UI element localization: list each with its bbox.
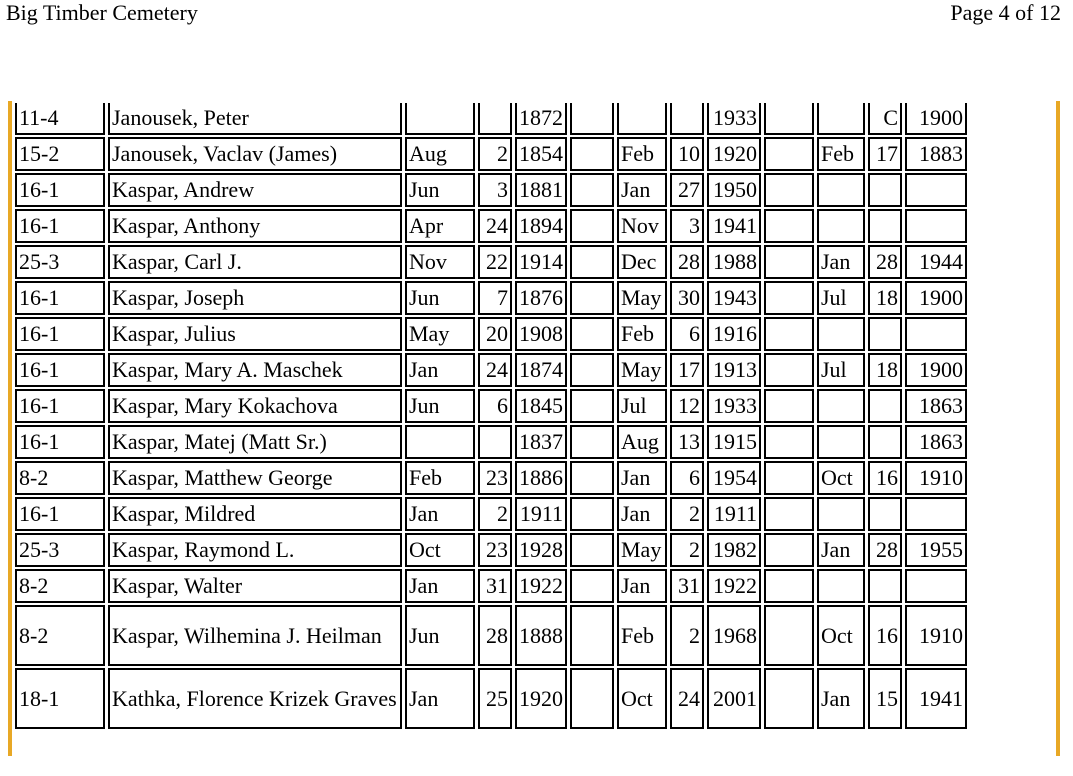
marriage-day-cell: [868, 209, 902, 243]
spacer-cell: [570, 173, 614, 207]
table-row: [15, 605, 967, 666]
birth-day-cell: [478, 103, 512, 135]
marriage-month-cell: Oct: [817, 605, 865, 666]
name-cell: Kaspar, Mildred: [108, 497, 402, 531]
plot-cell: 8-2: [15, 605, 105, 666]
plot-cell: 16-1: [15, 317, 105, 351]
birth-year-cell: 1854: [515, 137, 567, 171]
name-cell: Kaspar, Joseph: [108, 281, 402, 315]
name-cell: Kaspar, Andrew: [108, 173, 402, 207]
death-day-cell: 27: [670, 173, 704, 207]
birth-year-cell: 1914: [515, 245, 567, 279]
birth-month-cell: Jan: [405, 353, 475, 387]
marriage-year-cell: [905, 209, 967, 243]
name-cell: Janousek, Vaclav (James): [108, 137, 402, 171]
table-row: [15, 173, 967, 207]
table-row: [15, 461, 967, 495]
spacer-cell: [764, 425, 814, 459]
marriage-month-cell: [817, 569, 865, 603]
birth-month-cell: Jun: [405, 389, 475, 423]
death-year-cell: 1916: [707, 317, 761, 351]
marriage-year-cell: 1941: [905, 668, 967, 729]
spacer-cell: [764, 605, 814, 666]
plot-cell: 25-3: [15, 245, 105, 279]
death-day-cell: 2: [670, 605, 704, 666]
plot-cell: 15-2: [15, 137, 105, 171]
birth-day-cell: 23: [478, 533, 512, 567]
name-cell: Kaspar, Wilhemina J. Heilman: [108, 605, 402, 666]
birth-year-cell: 1928: [515, 533, 567, 567]
plot-cell: 16-1: [15, 497, 105, 531]
birth-year-cell: 1888: [515, 605, 567, 666]
plot-cell: 16-1: [15, 389, 105, 423]
death-year-cell: 1922: [707, 569, 761, 603]
birth-year-cell: 1920: [515, 668, 567, 729]
birth-day-cell: 25: [478, 668, 512, 729]
plot-cell: 16-1: [15, 353, 105, 387]
spacer-cell: [570, 605, 614, 666]
spacer-cell: [570, 245, 614, 279]
spacer-cell: [570, 497, 614, 531]
birth-month-cell: Jun: [405, 281, 475, 315]
name-cell: Kathka, Florence Krizek Graves: [108, 668, 402, 729]
spacer-cell: [764, 137, 814, 171]
birth-year-cell: 1894: [515, 209, 567, 243]
birth-month-cell: Nov: [405, 245, 475, 279]
birth-day-cell: 20: [478, 317, 512, 351]
marriage-day-cell: C: [868, 103, 902, 135]
birth-day-cell: 28: [478, 605, 512, 666]
death-year-cell: 1988: [707, 245, 761, 279]
spacer-cell: [764, 103, 814, 135]
table-row: [15, 137, 967, 171]
marriage-month-cell: Jul: [817, 353, 865, 387]
marriage-year-cell: [905, 317, 967, 351]
birth-month-cell: Jan: [405, 668, 475, 729]
marriage-month-cell: [817, 425, 865, 459]
marriage-month-cell: Jan: [817, 533, 865, 567]
birth-day-cell: 2: [478, 137, 512, 171]
death-day-cell: 6: [670, 317, 704, 351]
death-month-cell: Oct: [617, 668, 667, 729]
birth-day-cell: 24: [478, 353, 512, 387]
marriage-day-cell: 17: [868, 137, 902, 171]
marriage-day-cell: 18: [868, 281, 902, 315]
death-month-cell: [617, 103, 667, 135]
death-year-cell: 1968: [707, 605, 761, 666]
plot-cell: 11-4: [15, 103, 105, 135]
death-year-cell: 1982: [707, 533, 761, 567]
death-month-cell: Feb: [617, 137, 667, 171]
death-day-cell: 10: [670, 137, 704, 171]
plot-cell: 16-1: [15, 281, 105, 315]
death-day-cell: 3: [670, 209, 704, 243]
death-day-cell: 12: [670, 389, 704, 423]
table-row: [15, 245, 967, 279]
death-month-cell: May: [617, 533, 667, 567]
spacer-cell: [570, 389, 614, 423]
marriage-day-cell: 16: [868, 605, 902, 666]
birth-month-cell: Oct: [405, 533, 475, 567]
spacer-cell: [764, 569, 814, 603]
name-cell: Janousek, Peter: [108, 103, 402, 135]
death-month-cell: May: [617, 353, 667, 387]
birth-year-cell: 1837: [515, 425, 567, 459]
table-row: [15, 497, 967, 531]
death-month-cell: Nov: [617, 209, 667, 243]
death-month-cell: Jan: [617, 173, 667, 207]
name-cell: Kaspar, Anthony: [108, 209, 402, 243]
spacer-cell: [764, 173, 814, 207]
spacer-cell: [570, 317, 614, 351]
marriage-month-cell: [817, 317, 865, 351]
marriage-year-cell: 1944: [905, 245, 967, 279]
death-year-cell: 1920: [707, 137, 761, 171]
birth-month-cell: Jun: [405, 605, 475, 666]
table-row: [15, 209, 967, 243]
table-row: [15, 389, 967, 423]
marriage-year-cell: [905, 173, 967, 207]
birth-month-cell: Feb: [405, 461, 475, 495]
birth-month-cell: Jan: [405, 569, 475, 603]
plot-cell: 8-2: [15, 569, 105, 603]
birth-year-cell: 1876: [515, 281, 567, 315]
marriage-month-cell: Feb: [817, 137, 865, 171]
birth-day-cell: 3: [478, 173, 512, 207]
death-day-cell: 2: [670, 533, 704, 567]
birth-year-cell: 1874: [515, 353, 567, 387]
birth-day-cell: 24: [478, 209, 512, 243]
table-row: [15, 533, 967, 567]
marriage-day-cell: 16: [868, 461, 902, 495]
birth-year-cell: 1911: [515, 497, 567, 531]
death-month-cell: Jan: [617, 461, 667, 495]
death-month-cell: Dec: [617, 245, 667, 279]
death-year-cell: 1954: [707, 461, 761, 495]
death-year-cell: 1911: [707, 497, 761, 531]
birth-year-cell: 1872: [515, 103, 567, 135]
spacer-cell: [570, 461, 614, 495]
marriage-month-cell: [817, 209, 865, 243]
spacer-cell: [764, 317, 814, 351]
birth-year-cell: 1908: [515, 317, 567, 351]
spacer-cell: [570, 209, 614, 243]
table-row: [15, 668, 967, 729]
marriage-month-cell: Oct: [817, 461, 865, 495]
marriage-year-cell: 1883: [905, 137, 967, 171]
marriage-day-cell: [868, 317, 902, 351]
table-row: [15, 103, 967, 135]
marriage-month-cell: [817, 389, 865, 423]
spacer-cell: [764, 281, 814, 315]
marriage-year-cell: 1900: [905, 353, 967, 387]
marriage-month-cell: [817, 103, 865, 135]
marriage-month-cell: [817, 497, 865, 531]
death-month-cell: Aug: [617, 425, 667, 459]
plot-cell: 16-1: [15, 425, 105, 459]
name-cell: Kaspar, Julius: [108, 317, 402, 351]
marriage-year-cell: [905, 569, 967, 603]
table-body: [15, 103, 967, 729]
marriage-day-cell: [868, 569, 902, 603]
spacer-cell: [764, 209, 814, 243]
death-year-cell: 1933: [707, 103, 761, 135]
spacer-cell: [570, 425, 614, 459]
birth-year-cell: 1886: [515, 461, 567, 495]
marriage-day-cell: 15: [868, 668, 902, 729]
birth-month-cell: [405, 103, 475, 135]
table-row: [15, 569, 967, 603]
marriage-year-cell: 1863: [905, 425, 967, 459]
birth-month-cell: [405, 425, 475, 459]
spacer-cell: [570, 137, 614, 171]
marriage-month-cell: [817, 173, 865, 207]
marriage-day-cell: [868, 497, 902, 531]
marriage-year-cell: 1900: [905, 103, 967, 135]
death-month-cell: Jan: [617, 497, 667, 531]
death-month-cell: Feb: [617, 317, 667, 351]
birth-month-cell: Aug: [405, 137, 475, 171]
plot-cell: 16-1: [15, 209, 105, 243]
death-day-cell: 2: [670, 497, 704, 531]
death-day-cell: 30: [670, 281, 704, 315]
birth-day-cell: [478, 425, 512, 459]
death-day-cell: 17: [670, 353, 704, 387]
birth-month-cell: May: [405, 317, 475, 351]
marriage-day-cell: [868, 389, 902, 423]
table-row: [15, 317, 967, 351]
death-year-cell: 1933: [707, 389, 761, 423]
spacer-cell: [764, 497, 814, 531]
spacer-cell: [764, 389, 814, 423]
death-year-cell: 1913: [707, 353, 761, 387]
birth-year-cell: 1845: [515, 389, 567, 423]
marriage-month-cell: Jan: [817, 668, 865, 729]
name-cell: Kaspar, Raymond L.: [108, 533, 402, 567]
death-month-cell: Jan: [617, 569, 667, 603]
plot-cell: 25-3: [15, 533, 105, 567]
death-year-cell: 1915: [707, 425, 761, 459]
spacer-cell: [764, 245, 814, 279]
burial-records-table: [12, 101, 970, 731]
marriage-year-cell: 1863: [905, 389, 967, 423]
birth-year-cell: 1881: [515, 173, 567, 207]
death-month-cell: May: [617, 281, 667, 315]
document-title: Big Timber Cemetery: [6, 0, 198, 25]
birth-month-cell: Jan: [405, 497, 475, 531]
birth-year-cell: 1922: [515, 569, 567, 603]
marriage-day-cell: [868, 425, 902, 459]
birth-day-cell: 22: [478, 245, 512, 279]
death-year-cell: 1950: [707, 173, 761, 207]
spacer-cell: [764, 461, 814, 495]
spacer-cell: [570, 103, 614, 135]
spacer-cell: [570, 533, 614, 567]
death-year-cell: 1941: [707, 209, 761, 243]
birth-day-cell: 6: [478, 389, 512, 423]
plot-cell: 18-1: [15, 668, 105, 729]
death-month-cell: Feb: [617, 605, 667, 666]
death-day-cell: 28: [670, 245, 704, 279]
death-month-cell: Jul: [617, 389, 667, 423]
marriage-year-cell: 1955: [905, 533, 967, 567]
name-cell: Kaspar, Mary Kokachova: [108, 389, 402, 423]
plot-cell: 16-1: [15, 173, 105, 207]
marriage-day-cell: 28: [868, 245, 902, 279]
marriage-month-cell: Jul: [817, 281, 865, 315]
death-day-cell: 31: [670, 569, 704, 603]
marriage-year-cell: 1910: [905, 461, 967, 495]
marriage-day-cell: [868, 173, 902, 207]
name-cell: Kaspar, Matthew George: [108, 461, 402, 495]
marriage-day-cell: 28: [868, 533, 902, 567]
name-cell: Kaspar, Mary A. Maschek: [108, 353, 402, 387]
birth-day-cell: 23: [478, 461, 512, 495]
table-row: [15, 425, 967, 459]
name-cell: Kaspar, Carl J.: [108, 245, 402, 279]
spacer-cell: [764, 668, 814, 729]
name-cell: Kaspar, Matej (Matt Sr.): [108, 425, 402, 459]
marriage-year-cell: 1910: [905, 605, 967, 666]
death-day-cell: [670, 103, 704, 135]
birth-day-cell: 2: [478, 497, 512, 531]
death-day-cell: 6: [670, 461, 704, 495]
table-row: [15, 281, 967, 315]
death-year-cell: 1943: [707, 281, 761, 315]
death-year-cell: 2001: [707, 668, 761, 729]
spacer-cell: [764, 533, 814, 567]
page-indicator: Page 4 of 12: [950, 0, 1061, 25]
birth-day-cell: 7: [478, 281, 512, 315]
death-day-cell: 13: [670, 425, 704, 459]
marriage-month-cell: Jan: [817, 245, 865, 279]
spacer-cell: [570, 569, 614, 603]
spacer-cell: [764, 353, 814, 387]
name-cell: Kaspar, Walter: [108, 569, 402, 603]
marriage-day-cell: 18: [868, 353, 902, 387]
marriage-year-cell: 1900: [905, 281, 967, 315]
birth-month-cell: Apr: [405, 209, 475, 243]
spacer-cell: [570, 281, 614, 315]
spacer-cell: [570, 668, 614, 729]
birth-month-cell: Jun: [405, 173, 475, 207]
death-day-cell: 24: [670, 668, 704, 729]
table-row: [15, 353, 967, 387]
marriage-year-cell: [905, 497, 967, 531]
spacer-cell: [570, 353, 614, 387]
birth-day-cell: 31: [478, 569, 512, 603]
plot-cell: 8-2: [15, 461, 105, 495]
